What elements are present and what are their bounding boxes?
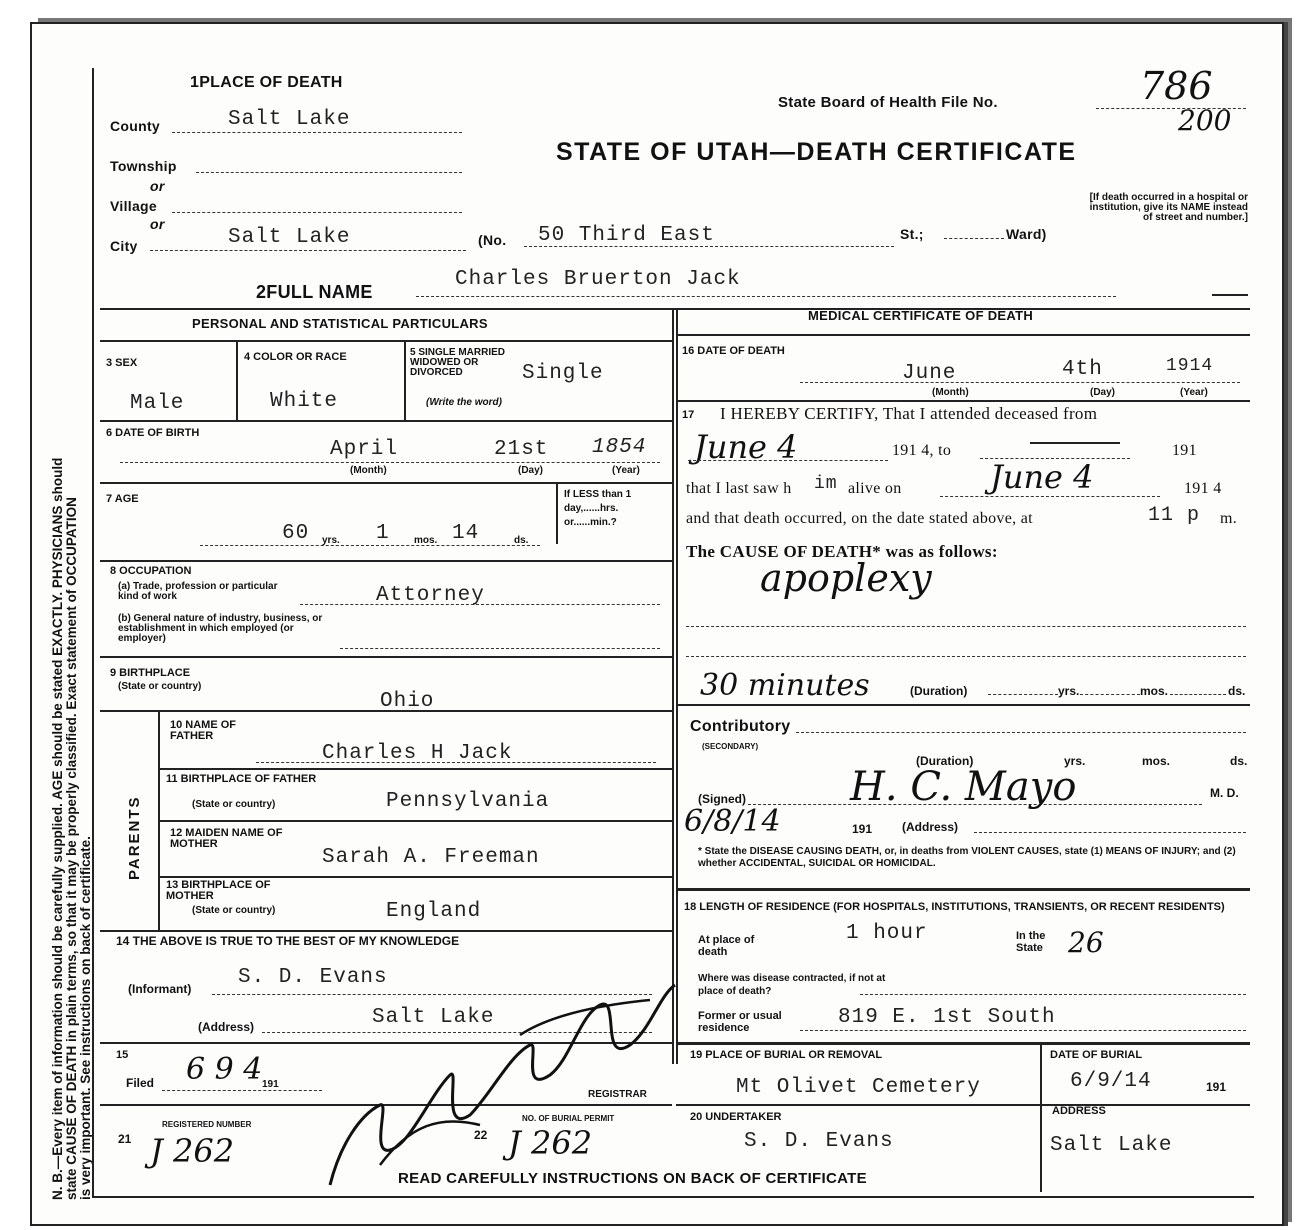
contributory-label: Contributory bbox=[690, 718, 791, 735]
certify-number: 17 bbox=[682, 409, 695, 421]
occupation-b-hint: (b) General nature of industry, business, or establishment in which employed (or employer) bbox=[118, 613, 323, 644]
duration-mos: mos. bbox=[1140, 684, 1169, 698]
dob-label: 6 DATE OF BIRTH bbox=[106, 427, 200, 439]
file-no-label: State Board of Health File No. bbox=[778, 94, 998, 111]
death-year-value: 1914 bbox=[1166, 356, 1214, 376]
burial-place-label: 19 PLACE OF BURIAL OR REMOVAL bbox=[690, 1049, 883, 1061]
attended-from-year: 191 4, to bbox=[892, 442, 952, 459]
death-year-label: (Year) bbox=[1180, 387, 1208, 398]
age-ds-unit: ds. bbox=[514, 535, 529, 546]
father-bp-hint: (State or country) bbox=[192, 799, 276, 810]
hospital-note: [If death occurred in a hospital or institution, give its NAME instead of street and number.] bbox=[1089, 192, 1248, 223]
father-birthplace-label: 11 BIRTHPLACE OF FATHER bbox=[166, 773, 317, 785]
street-no-label: (No. bbox=[478, 232, 507, 248]
village-label: Village bbox=[110, 198, 157, 214]
last-saw-him: im bbox=[814, 474, 838, 494]
mother-birthplace-label: 13 BIRTHPLACE OF MOTHER bbox=[166, 879, 271, 902]
duration-yrs: yrs. bbox=[1058, 684, 1080, 698]
occupation-label: 8 OCCUPATION bbox=[110, 565, 192, 577]
dob-month-value: April bbox=[330, 438, 399, 461]
marital-write-hint: (Write the word) bbox=[426, 397, 502, 408]
street-address-value: 50 Third East bbox=[538, 224, 715, 247]
certificate-title: STATE OF UTAH—DEATH CERTIFICATE bbox=[556, 138, 1077, 166]
registered-number-value: J 262 bbox=[150, 1132, 235, 1170]
side-note-line1: N. B.—Every item of information should be carefully supplied. AGE should be stated EXACTLY. PHYSICIANS should bbox=[50, 457, 65, 1200]
footer-instructions: READ CAREFULLY INSTRUCTIONS ON BACK OF CERTIFICATE bbox=[398, 1170, 867, 1187]
mother-bp-hint: (State or country) bbox=[192, 905, 276, 916]
dob-day-label: (Day) bbox=[518, 465, 544, 476]
age-label: 7 AGE bbox=[106, 493, 139, 505]
age-days-value: 14 bbox=[452, 522, 480, 545]
at-place-label: At place of death bbox=[698, 934, 755, 958]
contrib-duration-label: (Duration) bbox=[916, 754, 974, 768]
age-yrs-unit: yrs. bbox=[322, 535, 340, 546]
ward-label: Ward) bbox=[1006, 226, 1047, 242]
undertaker-address-value: Salt Lake bbox=[1050, 1134, 1173, 1157]
informant-address-value: Salt Lake bbox=[372, 1006, 495, 1029]
duration-ds: ds. bbox=[1228, 684, 1246, 698]
or-label-1: or bbox=[150, 178, 165, 194]
disease-contracted-label: Where was disease contracted, if not at place of death? bbox=[698, 973, 886, 997]
md-label: M. D. bbox=[1210, 786, 1239, 800]
race-label: 4 COLOR OR RACE bbox=[244, 351, 347, 363]
full-name-value: Charles Bruerton Jack bbox=[455, 268, 741, 291]
age-years-value: 60 bbox=[282, 522, 310, 545]
contrib-yrs: yrs. bbox=[1064, 754, 1086, 768]
undertaker-value: S. D. Evans bbox=[744, 1130, 894, 1153]
occupation-value: Attorney bbox=[376, 584, 485, 607]
marital-value: Single bbox=[522, 362, 604, 385]
death-time-suffix: m. bbox=[1220, 510, 1238, 527]
filed-date-value: 6 9 4 bbox=[186, 1052, 263, 1087]
filed-number: 15 bbox=[116, 1049, 129, 1061]
contrib-ds: ds. bbox=[1230, 754, 1248, 768]
filed-label: Filed bbox=[126, 1076, 155, 1090]
less-than-day: If LESS than 1 day,......hrs. or......min.? bbox=[564, 489, 632, 528]
registered-number-label: REGISTERED NUMBER bbox=[162, 1120, 252, 1129]
death-month-label: (Month) bbox=[932, 387, 969, 398]
dob-year-label: (Year) bbox=[612, 465, 640, 476]
age-months-value: 1 bbox=[376, 522, 390, 545]
registrar-signature bbox=[320, 975, 690, 1195]
cause-label: The CAUSE OF DEATH* was as follows: bbox=[686, 542, 998, 561]
or-label-2: or bbox=[150, 216, 165, 232]
informant-value: S. D. Evans bbox=[238, 966, 388, 989]
certify-text: I HEREBY CERTIFY, That I attended deceased from bbox=[720, 404, 1098, 423]
dob-day-value: 21st bbox=[494, 438, 549, 461]
dob-month-label: (Month) bbox=[350, 465, 387, 476]
undertaker-address-label: ADDRESS bbox=[1052, 1105, 1106, 1117]
burial-date-label: DATE OF BURIAL bbox=[1050, 1049, 1143, 1061]
street-label: St.; bbox=[900, 226, 924, 242]
burial-place-value: Mt Olivet Cemetery bbox=[736, 1076, 981, 1099]
file-sub-number: 200 bbox=[1178, 104, 1232, 137]
birthplace-hint: (State or country) bbox=[118, 681, 202, 692]
county-label: County bbox=[110, 118, 161, 134]
burial-permit-label: NO. OF BURIAL PERMIT bbox=[522, 1114, 615, 1123]
alive-on-year: 191 4 bbox=[1184, 480, 1222, 497]
at-place-value: 1 hour bbox=[846, 922, 928, 945]
physician-signature: H. C. Mayo bbox=[850, 764, 1077, 810]
middle-divider bbox=[672, 308, 674, 1064]
mother-name-value: Sarah A. Freeman bbox=[322, 846, 540, 869]
registrar-label: REGISTRAR bbox=[588, 1089, 647, 1100]
mother-birthplace-value: England bbox=[386, 900, 482, 923]
main-top-rule bbox=[100, 308, 1250, 310]
file-number: 786 bbox=[1140, 64, 1213, 108]
left-margin-rule bbox=[92, 68, 94, 1198]
signed-191: 191 bbox=[852, 822, 873, 836]
bottom-rule bbox=[92, 1196, 1254, 1198]
age-mos-unit: mos. bbox=[414, 535, 438, 546]
contrib-mos: mos. bbox=[1142, 754, 1171, 768]
attended-from-value: June 4 bbox=[694, 428, 798, 466]
side-note-line3: is very important. See instructions on back of certificate. bbox=[78, 836, 93, 1200]
mother-name-label: 12 MAIDEN NAME OF MOTHER bbox=[170, 827, 283, 850]
cause-footnote: * State the DISEASE CAUSING DEATH, or, in deaths from VIOLENT CAUSES, state (1) MEANS OF INJURY; and (2) whether ACCIDENTAL, SUICIDAL OR HOMICIDAL. bbox=[698, 846, 1236, 869]
in-state-label: In the State bbox=[1016, 930, 1046, 954]
secondary-label: (SECONDARY) bbox=[702, 742, 759, 751]
address-label-medical: (Address) bbox=[902, 820, 959, 834]
father-birthplace-value: Pennsylvania bbox=[386, 790, 550, 813]
number-21: 21 bbox=[118, 1132, 132, 1146]
duration-label: (Duration) bbox=[910, 684, 968, 698]
birthplace-label: 9 BIRTHPLACE bbox=[110, 667, 191, 679]
death-time-value: 11 p bbox=[1148, 504, 1201, 527]
death-day-value: 4th bbox=[1062, 358, 1103, 381]
full-name-label: 2FULL NAME bbox=[256, 282, 373, 302]
father-name-label: 10 NAME OF FATHER bbox=[170, 719, 237, 742]
birthplace-value: Ohio bbox=[380, 690, 435, 713]
burial-date-value: 6/9/14 bbox=[1070, 1070, 1152, 1093]
personal-section-title: PERSONAL AND STATISTICAL PARTICULARS bbox=[192, 316, 488, 331]
death-month-value: June bbox=[902, 362, 957, 385]
medical-section-title: MEDICAL CERTIFICATE OF DEATH bbox=[808, 308, 1034, 323]
race-value: White bbox=[270, 390, 339, 413]
death-day-label: (Day) bbox=[1090, 387, 1116, 398]
number-22: 22 bbox=[474, 1128, 488, 1142]
marital-label: 5 SINGLE MARRIED WIDOWED OR DIVORCED bbox=[410, 347, 506, 378]
cause-value: apoplexy bbox=[760, 556, 932, 600]
city-label: City bbox=[110, 238, 138, 254]
death-occurred-label: and that death occurred, on the date stated above, at bbox=[686, 510, 1033, 527]
burial-191: 191 bbox=[1206, 1080, 1227, 1094]
township-label: Township bbox=[110, 158, 177, 174]
filed-191: 191 bbox=[262, 1079, 279, 1090]
place-of-death-label: 1PLACE OF DEATH bbox=[190, 74, 343, 91]
former-residence-label: Former or usual residence bbox=[698, 1010, 782, 1034]
residence-label: 18 LENGTH OF RESIDENCE (FOR HOSPITALS, INSTITUTIONS, TRANSIENTS, OR RECENT RESIDENTS) bbox=[684, 901, 1225, 913]
dob-year-value: 1854 bbox=[592, 436, 647, 459]
signed-label: (Signed) bbox=[698, 792, 746, 806]
attended-to-year: 191 bbox=[1172, 442, 1197, 459]
side-note-line2: state CAUSE OF DEATH in plain terms, so that it may be properly classified. Exact statement of OCCUPATION bbox=[64, 497, 79, 1200]
sex-label: 3 SEX bbox=[106, 357, 138, 369]
in-state-value: 26 bbox=[1068, 926, 1104, 959]
county-value: Salt Lake bbox=[228, 108, 351, 131]
occupation-a-hint: (a) Trade, profession or particular kind of work bbox=[118, 581, 278, 602]
date-of-death-label: 16 DATE OF DEATH bbox=[682, 345, 785, 357]
last-saw-label: that I last saw h bbox=[686, 480, 792, 497]
burial-permit-value: J 262 bbox=[508, 1124, 593, 1162]
knowledge-label: 14 THE ABOVE IS TRUE TO THE BEST OF MY KNOWLEDGE bbox=[116, 934, 460, 948]
father-name-value: Charles H Jack bbox=[322, 742, 513, 765]
sex-value: Male bbox=[130, 392, 185, 415]
city-value: Salt Lake bbox=[228, 226, 351, 249]
alive-on-label: alive on bbox=[848, 480, 902, 497]
parents-label: PARENTS bbox=[126, 795, 143, 880]
signed-date-value: 6/8/14 bbox=[684, 804, 781, 839]
informant-address-label: (Address) bbox=[198, 1020, 255, 1034]
informant-label: (Informant) bbox=[128, 982, 192, 996]
former-residence-value: 819 E. 1st South bbox=[838, 1006, 1056, 1029]
duration-value: 30 minutes bbox=[700, 668, 870, 703]
undertaker-label: 20 UNDERTAKER bbox=[690, 1111, 782, 1123]
alive-on-value: June 4 bbox=[990, 458, 1094, 496]
